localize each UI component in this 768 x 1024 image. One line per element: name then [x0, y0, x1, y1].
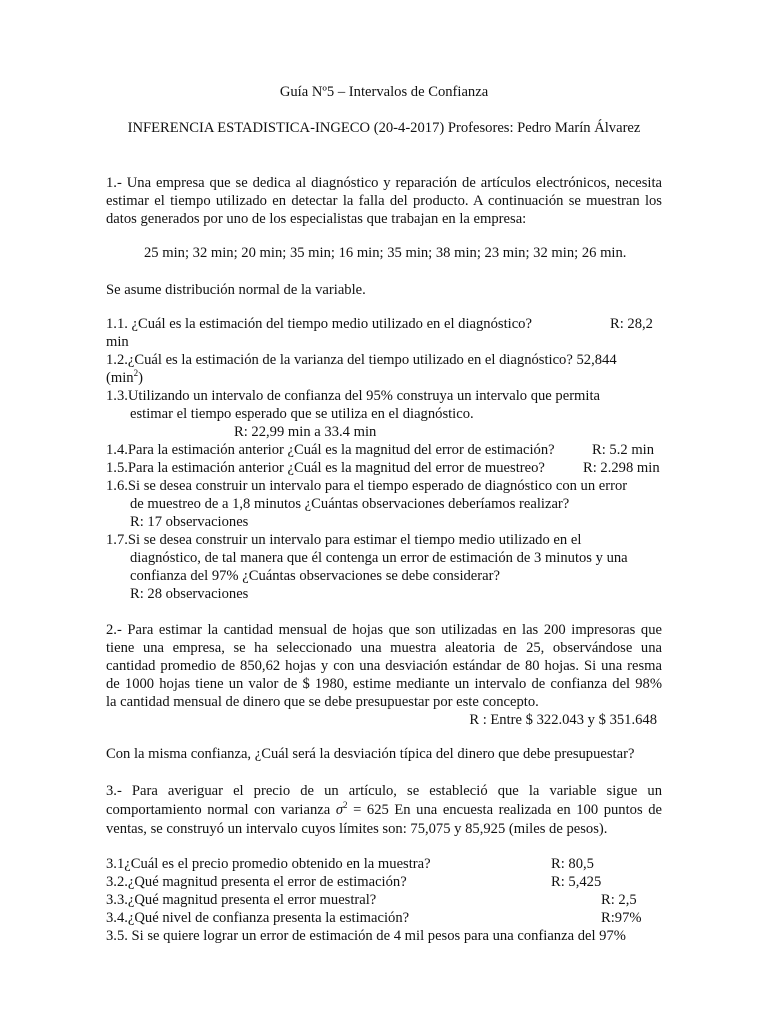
answer-1-3: R: 22,99 min a 33.4 min	[234, 424, 377, 440]
question-1-1: 1.1. ¿Cuál es la estimación del tiempo medio utilizado en el diagnóstico?	[106, 316, 532, 332]
answer-3-3: R: 2,5	[601, 892, 637, 908]
answer-3-4: R:97%	[601, 910, 642, 926]
answer-1-4: R: 5.2 min	[592, 442, 655, 458]
question-3-4: 3.4.¿Qué nivel de confianza presenta la estimación?	[106, 910, 410, 926]
answer-1-6: R: 17 observaciones	[130, 514, 249, 530]
problem2-line: 2.- Para estimar la cantidad mensual de hojas que son utilizadas en las 200 impresoras que	[106, 622, 662, 638]
question-1-2: 1.2.¿Cuál es la estimación de la varianza del tiempo utilizado en el diagnóstico? 52,844	[106, 352, 617, 368]
answer-1-1-unit: min	[106, 334, 129, 350]
answer-1-1: R: 28,2	[610, 316, 653, 332]
question-1-7-cont: diagnóstico, de tal manera que él contenga un error de estimación de 3 minutos y una	[130, 550, 628, 566]
problem1-intro-line: 1.- Una empresa que se dedica al diagnóstico y reparación de artículos electrónicos, necesita	[106, 175, 662, 191]
sigma-symbol: σ	[335, 802, 344, 818]
problem2-line: la cantidad mensual de dinero que se debe presupuestar por este concepto.	[106, 694, 539, 710]
answer-3-1: R: 80,5	[551, 856, 594, 872]
problem3-line: comportamiento normal con varianza $\sigma^2 = 625$ En una encuesta realizada en 100 puntos de	[106, 800, 662, 818]
question-3-3: 3.3.¿Qué magnitud presenta el error muestral?	[106, 892, 377, 908]
question-1-3-cont: estimar el tiempo esperado que se utiliza en el diagnóstico.	[130, 406, 474, 422]
question-1-7-cont: confianza del 97% ¿Cuántas observaciones se debe considerar?	[130, 568, 500, 584]
question-1-6: 1.6.Si se desea construir un intervalo para el tiempo esperado de diagnóstico con un error	[106, 478, 628, 494]
problem2-line: de 1000 hojas tiene un valor de $ 1980, estime mediante un intervalo de confianza del 98%	[106, 676, 662, 692]
answer-1-2-unit: $(\min^2)$	[106, 368, 143, 386]
question-1-3: 1.3.Utilizando un intervalo de confianza del 95% construya un intervalo que permita	[106, 388, 600, 404]
problem1-data: 25 min; 32 min; 20 min; 35 min; 16 min; 35 min; 38 min; 23 min; 32 min; 26 min.	[144, 245, 627, 261]
problem2-line: cantidad promedio de 850,62 hojas y con una desviación estándar de 80 hojas. Si una resma	[106, 658, 662, 674]
problem3-line: 3.- Para averiguar el precio de un artículo, se estableció que la variable sigue un	[106, 783, 662, 799]
problem2-followup: Con la misma confianza, ¿Cuál será la desviación típica del dinero que debe presupuestar?	[106, 746, 635, 762]
problem1-assumption: Se asume distribución normal de la variable.	[106, 282, 366, 298]
question-3-5: 3.5. Si se quiere lograr un error de estimación de 4 mil pesos para una confianza del 97%	[106, 928, 626, 944]
page-title: Guía Nº5 – Intervalos de Confianza	[279, 84, 489, 100]
problem2-line: tiene una empresa, se ha seleccionado una muestra aleatoria de 25, observándose una	[106, 640, 662, 656]
answer-1-5: R: 2.298 min	[583, 460, 660, 476]
problem1-intro-line: datos generados por uno de los especialistas que trabajan en la empresa:	[106, 211, 527, 227]
answer-1-7: R: 28 observaciones	[130, 586, 249, 602]
question-3-1: 3.1¿Cuál es el precio promedio obtenido en la muestra?	[106, 856, 431, 872]
answer-3-2: R: 5,425	[551, 874, 602, 890]
problem1-intro-line: estimar el tiempo utilizado en detectar la falla del producto. A continuación se muestran los	[106, 193, 662, 209]
question-1-4: 1.4.Para la estimación anterior ¿Cuál es la magnitud del error de estimación?	[106, 442, 555, 458]
problem3-line: ventas, se construyó un intervalo cuyos límites son: 75,075 y 85,925 (miles de pesos).	[106, 821, 608, 837]
answer-2: R : Entre $ 322.043 y $ 351.648	[469, 712, 657, 728]
question-1-6-cont: de muestreo de a 1,8 minutos ¿Cuántas observaciones deberíamos realizar?	[130, 496, 570, 512]
question-1-5: 1.5.Para la estimación anterior ¿Cuál es la magnitud del error de muestreo?	[106, 460, 545, 476]
page-subtitle: INFERENCIA ESTADISTICA-INGECO (20-4-2017) Profesores: Pedro Marín Álvarez	[127, 120, 641, 136]
question-3-2: 3.2.¿Qué magnitud presenta el error de estimación?	[106, 874, 407, 890]
question-1-7: 1.7.Si se desea construir un intervalo para estimar el tiempo medio utilizado en el	[106, 532, 582, 548]
